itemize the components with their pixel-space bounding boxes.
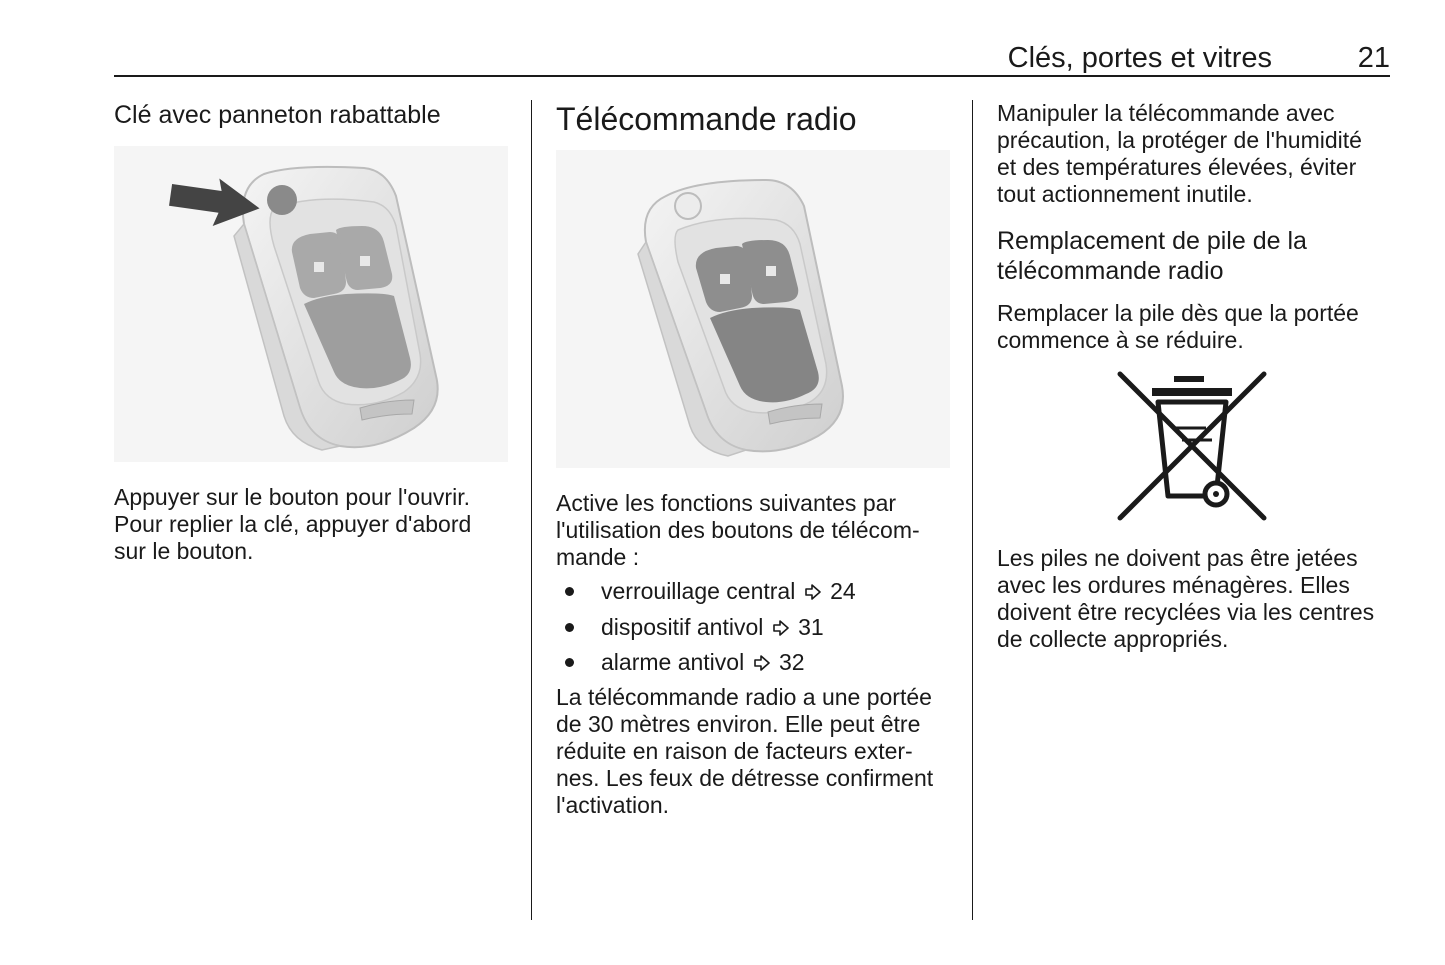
text-line: commence à se réduire. — [997, 327, 1244, 353]
text-line: nes. Les feux de détresse confirment — [556, 765, 934, 791]
page-reference-arrow-icon — [753, 654, 771, 672]
list-item-text: verrouillage central — [601, 578, 796, 604]
text-line: Appuyer sur le bouton pour l'ouvrir. — [114, 484, 470, 510]
crossed-out-wheelie-bin-icon — [1112, 368, 1272, 524]
text-line: Active les fonctions suivantes par — [556, 490, 897, 516]
remote-intro-paragraph — [556, 490, 956, 571]
text-line: Manipuler la télécommande avec — [997, 100, 1335, 126]
weee-symbol — [1112, 368, 1272, 529]
text-line: réduite en raison de facteurs exter- — [556, 738, 913, 764]
text-line: sur le bouton. — [114, 538, 254, 564]
page-reference-link[interactable]: 24 — [830, 578, 856, 604]
battery-replacement-heading — [997, 226, 1407, 286]
text-line: Les piles ne doivent pas être jetées — [997, 545, 1358, 571]
folding-key-heading: Clé avec panneton rabattable — [114, 101, 441, 129]
text-line: Pour replier la clé, appuyer d'abord — [114, 511, 472, 537]
text-line: doivent être recyclées via les centres — [997, 599, 1375, 625]
page-reference-arrow-icon — [772, 619, 790, 637]
page-reference-link[interactable]: 32 — [778, 649, 805, 675]
text-line: Remplacer la pile dès que la portée — [997, 300, 1359, 326]
folding-key-illustration — [114, 146, 508, 462]
radio-remote-illustration — [556, 150, 950, 468]
section-title: Clés, portes et vitres — [1007, 42, 1272, 74]
column-divider — [972, 100, 973, 920]
heading-line: télécommande radio — [997, 257, 1224, 285]
heading-line: Remplacement de pile de la — [997, 227, 1307, 255]
remote-range-paragraph — [556, 684, 966, 819]
folding-key-paragraph — [114, 484, 514, 565]
list-item-text: alarme antivol — [601, 649, 745, 675]
battery-replace-paragraph — [997, 300, 1407, 354]
care-paragraph — [997, 100, 1407, 208]
remote-functions-list — [556, 576, 956, 683]
text-line: et des températures élevées, éviter — [997, 154, 1357, 180]
page-number: 21 — [1357, 42, 1390, 74]
radio-remote-heading: Télécommande radio — [556, 101, 857, 137]
list-item — [556, 576, 956, 612]
text-line: La télécommande radio a une portée — [556, 684, 932, 710]
text-line: mande : — [556, 544, 640, 570]
list-item — [556, 612, 956, 648]
page-reference-link[interactable]: 31 — [798, 613, 824, 640]
text-line: précaution, la protéger de l'humidité — [997, 127, 1362, 153]
page-reference-arrow-icon — [804, 583, 822, 601]
text-line: de collecte appropriés. — [997, 626, 1229, 652]
text-line: avec les ordures ménagères. Elles — [997, 572, 1350, 598]
battery-disposal-paragraph — [997, 545, 1407, 653]
list-item-text: dispositif antivol — [601, 613, 764, 640]
column-divider — [531, 100, 532, 920]
folding-key-fob-with-arrow-icon — [114, 146, 508, 462]
text-line: de 30 mètres environ. Elle peut être — [556, 711, 921, 737]
text-line: l'utilisation des boutons de télécom- — [556, 517, 920, 543]
text-line: l'activation. — [556, 792, 670, 818]
header-rule — [114, 75, 1390, 77]
text-line: tout actionnement inutile. — [997, 181, 1253, 207]
radio-remote-key-icon — [556, 150, 950, 468]
list-item — [556, 647, 956, 683]
